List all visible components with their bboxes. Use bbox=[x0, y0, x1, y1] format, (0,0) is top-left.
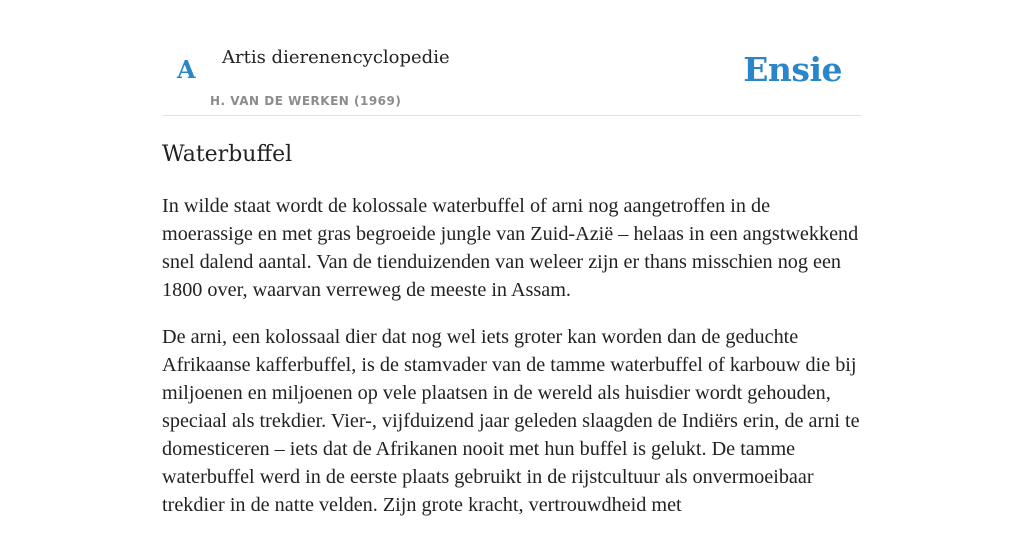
book-letter-icon[interactable]: A bbox=[177, 55, 196, 84]
article-paragraph-1: In wilde staat wordt de kolossale waterbuffel of arni nog aangetroffen in de moerassige en met gras begroeide jungle van Zuid-Azië – helaas in een angstwekkend snel dalend aantal. Van de tienduizenden van weleer zijn er thans misschien nog een 1800 over, waarvan verreweg de meeste in Assam. bbox=[162, 195, 859, 301]
article-paragraph-2: De arni, een kolossaal dier dat nog wel iets groter kan worden dan de geduchte Afrikaanse kafferbuffel, is de stamvader van de tamme waterbuffel of karbouw die bij miljoenen en miljoenen op vele plaatsen in de wereld als huisdier wordt gehouden, speciaal als trekdier. Vier-, vijfduizend jaar geleden slaagden de Indiërs erin, de arni te domesticeren – iets dat de Afrikanen nooit met hun buffel is gelukt. De tamme waterbuffel werd in de eerste plaats gebruikt in de rijstcultuur als onvermoeibaar trekdier in de natte velden. Zijn grote kracht, vertrouwdheid met bbox=[162, 326, 860, 516]
book-author: H. VAN DE WERKEN (1969) bbox=[210, 94, 402, 108]
article-body bbox=[162, 192, 864, 538]
article-title: Waterbuffel bbox=[162, 142, 293, 167]
source-header bbox=[162, 40, 862, 116]
ensie-logo[interactable]: Ensie bbox=[743, 50, 842, 89]
book-title[interactable]: Artis dierenencyclopedie bbox=[222, 47, 450, 68]
